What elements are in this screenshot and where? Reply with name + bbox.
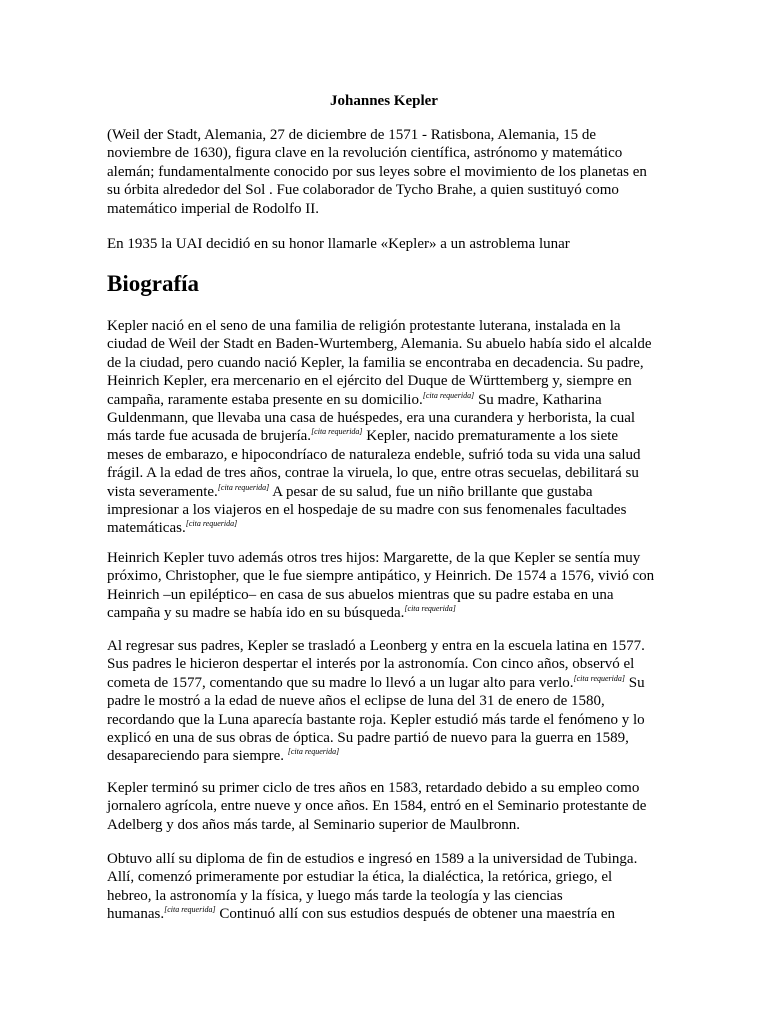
text-line: Heinrich –un epiléptico– en casa de sus abuelos mientras que su padre estaba en una — [107, 586, 614, 603]
text-line — [107, 905, 667, 923]
text-line: padre le mostró a la edad de nueve años el eclipse de luna del 31 de enero de 1580, — [107, 693, 605, 710]
intro-paragraph — [107, 126, 667, 218]
biography-paragraph-3 — [107, 637, 667, 766]
text-line: hebreo, la astronomía y la física, y luego más tarde la teología y las ciencias — [107, 887, 563, 904]
text-line: recordando que la Luna aparecía bastante roja. Kepler estudió más tarde el fenómeno y lo — [107, 711, 645, 728]
text-segment: vista severamente. — [107, 483, 218, 500]
text-line — [107, 483, 667, 501]
text-line: (Weil der Stadt, Alemania, 27 de diciembre de 1571 - Ratisbona, Alemania, 15 de — [107, 127, 597, 143]
text-line — [107, 604, 667, 622]
text-line: noviembre de 1630), figura clave en la revolución científica, astrónomo y matemático — [107, 145, 623, 162]
text-line: jornalero agrícola, entre nueve y once años. En 1584, entró en el Seminario protestante de — [107, 798, 647, 815]
text-segment: campaña, raramente estaba presente en su domicilio. — [107, 391, 423, 408]
citation-needed-link[interactable]: [cita requerida] — [422, 390, 475, 400]
text-line: Heinrich Kepler tuvo además otros tres hijos: Margarette, de la que Kepler se sentía muy — [107, 550, 641, 566]
text-line: Kepler terminó su primer ciclo de tres años en 1583, retardado debido a su empleo como — [107, 780, 640, 796]
biography-paragraph-2 — [107, 549, 667, 623]
citation-needed-link[interactable]: [cita requerida] — [311, 427, 363, 437]
text-line: Sus padres le hicieron despertar el interés por la astronomía. Con cinco años, observó el — [107, 656, 635, 673]
text-line — [107, 674, 667, 692]
text-line: meses de embarazo, e hipocondríaco de naturaleza endeble, sufrió toda su vida una salud — [107, 446, 641, 463]
citation-needed-link[interactable]: [cita requerida] — [573, 673, 625, 683]
text-line: Adelberg y dos años más tarde, al Seminario superior de Maulbronn. — [107, 816, 520, 833]
citation-needed-link[interactable]: [cita requerida] — [287, 747, 340, 757]
text-line: su órbita alrededor del Sol . Fue colaborador de Tycho Brahe, a quien sustituyó como — [107, 182, 619, 199]
citation-needed-link[interactable]: [cita requerida] — [185, 519, 238, 529]
text-line: Allí, comenzó primeramente por estudiar la ética, la dialéctica, la retórica, griego, el — [107, 869, 613, 886]
text-line: matemático imperial de Rodolfo II. — [107, 200, 320, 217]
text-line — [107, 747, 667, 765]
page-title: Johannes Kepler — [330, 93, 438, 109]
text-line: Guldenmann, que llevaba una casa de huéspedes, era una curandera y herborista, la cual — [107, 409, 636, 426]
text-line — [107, 427, 667, 445]
section-heading: Biografía — [107, 271, 199, 296]
text-segment: Su madre, Katharina — [474, 391, 602, 408]
biography-paragraph-5 — [107, 850, 667, 924]
text-segment: campaña y su madre se había ido en su búsqueda. — [107, 605, 405, 622]
intro-paragraph-2 — [107, 235, 667, 253]
text-segment: Continuó allí con sus estudios después de obtener una maestría en — [215, 906, 616, 923]
biography-paragraph-4 — [107, 779, 667, 834]
text-segment: humanas. — [107, 906, 165, 923]
text-line: Obtuvo allí su diploma de fin de estudios e ingresó en 1589 a la universidad de Tubinga. — [107, 851, 638, 867]
citation-needed-link[interactable]: [cita requerida] — [217, 482, 270, 492]
text-line: En 1935 la UAI decidió en su honor llamarle «Kepler» a un astroblema lunar — [107, 236, 570, 252]
text-line: próximo, Christopher, que le fue siempre antipático, y Heinrich. De 1574 a 1576, vivió con — [107, 568, 655, 585]
text-line: alemán; fundamentalmente conocido por sus leyes sobre el movimiento de los planetas en — [107, 163, 647, 180]
text-line: ciudad de Weil der Stadt en Baden-Wurtemberg, Alemania. Su abuelo había sido el alcalde — [107, 336, 652, 353]
text-segment: Kepler, nacido prematuramente a los siete — [362, 428, 619, 445]
text-line: de la ciudad, pero cuando nació Kepler, la familia se encontraba en decadencia. Su padre, — [107, 354, 644, 371]
text-line — [107, 519, 667, 537]
text-segment: A pesar de su salud, fue un niño brillante que gustaba — [269, 483, 593, 500]
text-line: frágil. A la edad de tres años, contrae la viruela, lo que, entre otras secuelas, debilitará su — [107, 465, 639, 482]
text-line: Kepler nació en el seno de una familia de religión protestante luterana, instalada en la — [107, 318, 621, 334]
text-segment: cometa de 1577, comentando que su madre lo llevó a un lugar alto para verlo. — [107, 674, 574, 691]
text-line: Heinrich Kepler, era mercenario en el ejército del Duque de Württemberg y, siempre en — [107, 373, 632, 390]
text-segment: desapareciendo para siempre. — [107, 748, 288, 765]
text-line: explicó en una de sus obras de óptica. Su padre partió de nuevo para la guerra en 1589, — [107, 729, 629, 746]
text-segment: Su — [625, 674, 645, 691]
text-line: impresionar a los viajeros en el hospedaje de su madre con sus fenomenales facultades — [107, 501, 627, 518]
text-segment: matemáticas. — [107, 520, 186, 537]
citation-needed-link[interactable]: [cita requerida] — [404, 604, 456, 614]
citation-needed-link[interactable]: [cita requerida] — [164, 905, 216, 915]
text-line — [107, 391, 667, 409]
text-segment: más tarde fue acusada de brujería. — [107, 428, 312, 445]
text-line: Al regresar sus padres, Kepler se trasladó a Leonberg y entra en la escuela latina en 1577. — [107, 638, 645, 654]
biography-paragraph-1 — [107, 317, 667, 538]
